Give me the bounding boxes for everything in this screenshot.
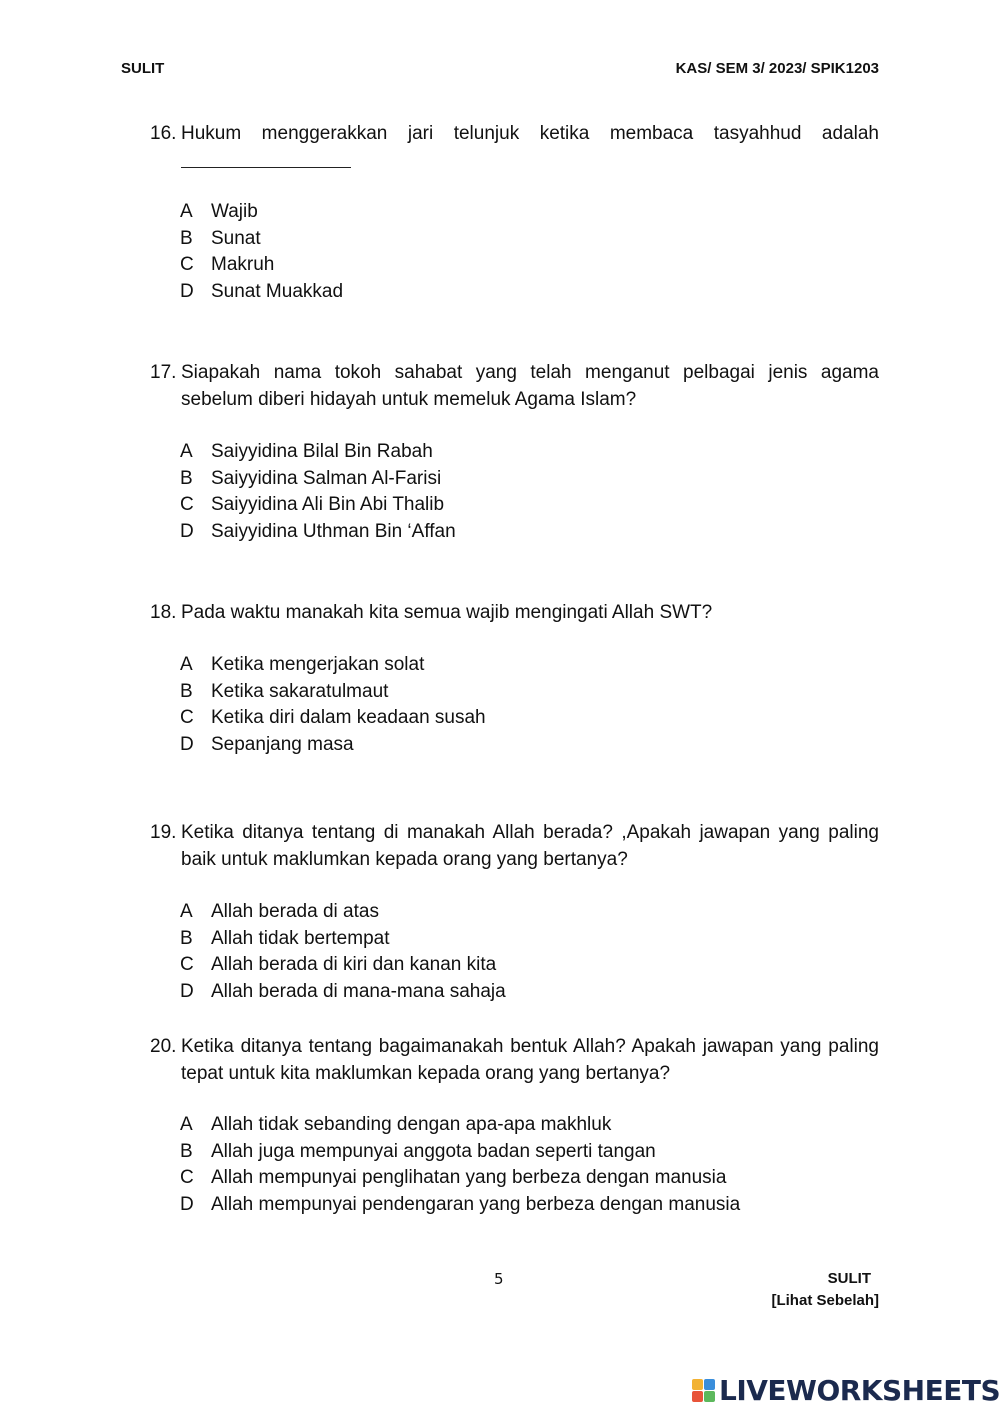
option-b: B Ketika sakaratulmaut <box>180 680 389 702</box>
options-18 <box>180 652 486 759</box>
question-text: Hukum menggerakkan jari telunjuk ketika membaca tasyahhud adalah <box>181 123 879 144</box>
question-16 <box>150 120 879 176</box>
options-16 <box>180 199 343 306</box>
option-c: C Saiyyidina Ali Bin Abi Thalib <box>180 494 445 516</box>
header-left: SULIT <box>121 60 165 77</box>
question-text: Ketika ditanya tentang di manakah Allah berada? ,Apakah jawapan yang paling baik untuk maklumkan kepada orang yang bertanya? <box>181 822 879 870</box>
question-17 <box>150 359 879 413</box>
question-text: Ketika ditanya tentang bagaimanakah bentuk Allah? Apakah jawapan yang paling tepat untuk kita maklumkan kepada orang yang bertanya? <box>181 1036 879 1084</box>
option-d: D Allah berada di mana-mana sahaja <box>180 981 506 1003</box>
question-number: 18. <box>150 602 177 623</box>
option-a: A Ketika mengerjakan solat <box>180 654 425 675</box>
question-number: 17. <box>150 362 177 383</box>
option-b: B Sunat <box>180 227 261 249</box>
option-a: A Saiyyidina Bilal Bin Rabah <box>180 441 433 462</box>
header-right: KAS/ SEM 3/ 2023/ SPIK1203 <box>675 60 879 77</box>
brand-name: LIVEWORKSHEETS <box>719 1374 1000 1407</box>
options-19 <box>180 899 506 1006</box>
question-number: 19. <box>150 822 177 843</box>
option-b: B Saiyyidina Salman Al-Farisi <box>180 467 442 489</box>
option-a: A Allah berada di atas <box>180 901 379 922</box>
option-a: A Allah tidak sebanding dengan apa-apa makhluk <box>180 1114 612 1135</box>
question-number: 20. <box>150 1036 177 1057</box>
options-20 <box>180 1112 740 1219</box>
answer-blank-line <box>181 147 879 176</box>
page-number: 5 <box>494 1270 504 1288</box>
option-a: A Wajib <box>180 201 258 222</box>
liveworksheets-brand[interactable] <box>692 1374 1000 1407</box>
option-c: C Allah mempunyai penglihatan yang berbeza dengan manusia <box>180 1167 727 1189</box>
footer-note: [Lihat Sebelah] <box>771 1292 879 1309</box>
question-text: Siapakah nama tokoh sahabat yang telah menganut pelbagai jenis agama sebelum diberi hidayah untuk memeluk Agama Islam? <box>181 362 879 410</box>
option-c: C Ketika diri dalam keadaan susah <box>180 707 486 729</box>
option-c: C Makruh <box>180 254 275 276</box>
option-d: D Allah mempunyai pendengaran yang berbeza dengan manusia <box>180 1194 741 1216</box>
option-b: B Allah juga mempunyai anggota badan seperti tangan <box>180 1140 656 1162</box>
liveworksheets-logo-icon <box>692 1379 715 1402</box>
option-b: B Allah tidak bertempat <box>180 927 390 949</box>
option-d: D Sunat Muakkad <box>180 281 344 303</box>
options-17 <box>180 439 456 546</box>
option-d: D Sepanjang masa <box>180 734 354 756</box>
option-c: C Allah berada di kiri dan kanan kita <box>180 954 497 976</box>
question-number: 16. <box>150 123 177 144</box>
question-text: Pada waktu manakah kita semua wajib mengingati Allah SWT? <box>181 602 713 623</box>
option-d: D Saiyyidina Uthman Bin ‘Affan <box>180 521 456 543</box>
question-19 <box>150 819 879 873</box>
question-20 <box>150 1033 879 1087</box>
question-18 <box>150 599 879 626</box>
footer-sulit: SULIT <box>827 1270 871 1287</box>
